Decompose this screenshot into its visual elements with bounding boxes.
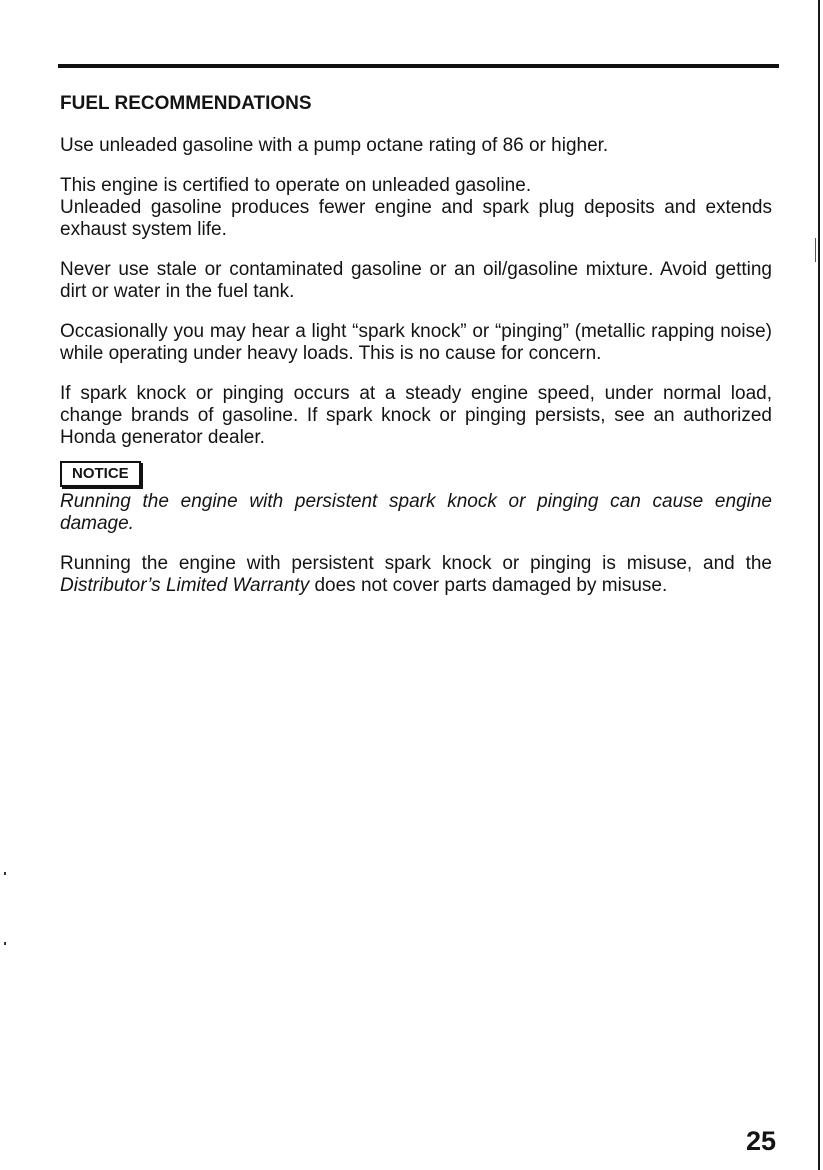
scan-speck	[4, 872, 6, 875]
misuse-text-before: Running the engine with persistent spark knock or pinging is misuse, and the	[60, 553, 772, 574]
paragraph-octane: Use unleaded gasoline with a pump octane rating of 86 or higher.	[60, 135, 609, 156]
paragraph-spark-knock: Occasionally you may hear a light “spark knock” or “pinging” (metallic rapping noise) while operating under heavy loads. This is no cause for concern.	[60, 321, 772, 364]
misuse-text-after: does not cover parts damaged by misuse.	[309, 575, 668, 596]
scan-speck	[4, 942, 6, 945]
page-content	[60, 92, 772, 615]
notice-label: NOTICE	[60, 461, 141, 487]
warranty-name: Distributor’s Limited Warranty	[60, 575, 310, 596]
paragraph-steady-speed: If spark knock or pinging occurs at a steady engine speed, under normal load, change brands of gasoline. If spark knock or pinging persists, see an authorized Honda generator dealer.	[60, 383, 772, 448]
section-top-rule	[58, 64, 779, 68]
page-edge-line	[818, 0, 820, 1170]
paragraph-certified: This engine is certified to operate on unleaded gasoline.	[60, 175, 532, 196]
notice-text: Running the engine with persistent spark knock or pinging can cause engine damage.	[60, 491, 772, 534]
page-number: 25	[746, 1126, 777, 1156]
paragraph-stale-fuel: Never use stale or contaminated gasoline or an oil/gasoline mixture. Avoid getting dirt or water in the fuel tank.	[60, 259, 772, 302]
paragraph-misuse	[60, 553, 772, 597]
paragraph-deposits: Unleaded gasoline produces fewer engine and spark plug deposits and extends exhaust system life.	[60, 197, 772, 240]
page-edge-mark	[815, 238, 816, 262]
section-heading: FUEL RECOMMENDATIONS	[60, 93, 312, 114]
